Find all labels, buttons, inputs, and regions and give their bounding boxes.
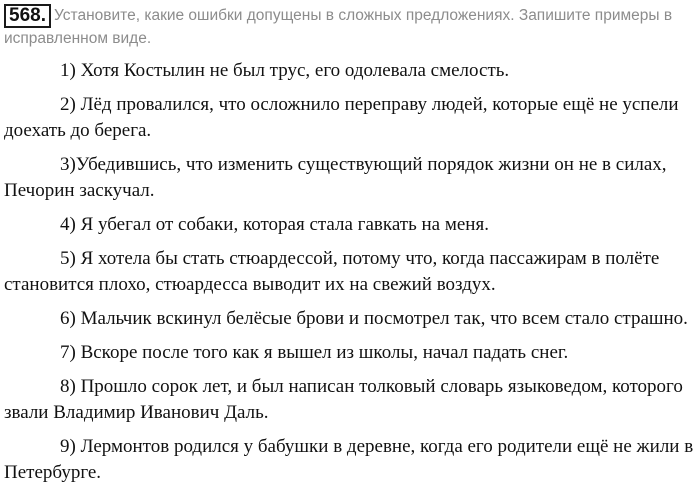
sentence-list bbox=[4, 58, 698, 494]
task-header bbox=[4, 4, 698, 49]
sentence-item: 4) Я убегал от собаки, которая стала гавкать на меня. bbox=[60, 214, 489, 235]
sentence-item: 5) Я хотела бы стать стюардессой, потому что, когда пассажирам в полёте становится плохо, стюардесса выводит их на свежий воздух. bbox=[4, 248, 660, 295]
sentence-item: 6) Мальчик вскинул белёсые брови и посмотрел так, что всем стало страшно. bbox=[60, 308, 688, 329]
task-instruction: Установите, какие ошибки допущены в сложных предложениях. Запишите примеры в исправленном виде. bbox=[4, 7, 673, 47]
task-number-badge: 568. bbox=[4, 4, 51, 28]
sentence-item: 7) Вскоре после того как я вышел из школы, начал падать снег. bbox=[60, 342, 569, 363]
sentence-item: 3)Убедившись, что изменить существующий порядок жизни он не в силах, Печорин заскучал. bbox=[4, 154, 667, 201]
sentence-item: 9) Лермонтов родился у бабушки в деревне, когда его родители ещё не жили в Петербурге. bbox=[4, 436, 694, 483]
sentence-item: 1) Хотя Костылин не был трус, его одолевала смелость. bbox=[60, 60, 510, 81]
sentence-item: 8) Прошло сорок лет, и был написан толковый словарь языковедом, которого звали Владимир Иванович Даль. bbox=[4, 376, 683, 423]
sentence-item: 2) Лёд провалился, что осложнило переправу людей, которые ещё не успели доехать до берега. bbox=[4, 94, 679, 141]
